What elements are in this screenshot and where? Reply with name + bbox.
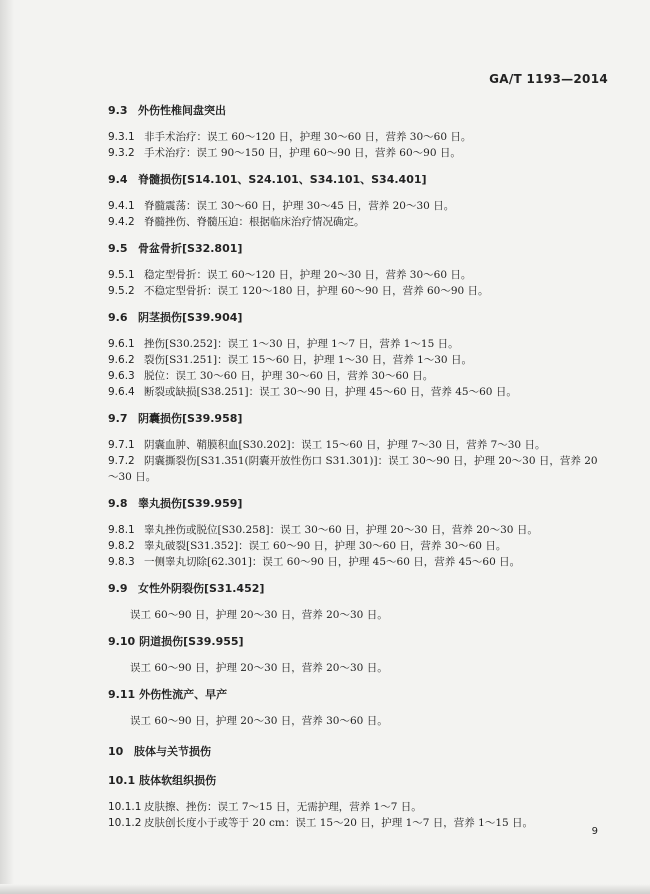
section-title: 肢体软组织损伤 — [139, 774, 217, 787]
section-number: 9.10 — [108, 635, 136, 648]
section-heading — [108, 772, 608, 788]
section-heading — [108, 171, 608, 187]
list-item — [108, 538, 608, 554]
list-item — [108, 336, 608, 352]
section-title: 骨盆骨折[S32.801] — [138, 242, 243, 255]
section-heading — [108, 240, 608, 256]
list-item — [108, 198, 608, 214]
page-number: 9 — [591, 826, 598, 837]
item-number: 9.8.1 — [108, 524, 135, 536]
section-title: 肢体与关节损伤 — [134, 745, 211, 758]
section-title: 脊髓损伤[S14.101、S24.101、S34.101、S34.401] — [138, 173, 427, 186]
section-heading — [108, 309, 608, 325]
section-title: 外伤性椎间盘突出 — [138, 104, 226, 117]
list-item — [108, 522, 608, 538]
item-number: 9.6.3 — [108, 370, 135, 382]
item-text: 皮肤擦、挫伤：误工 7～15 日，无需护理，营养 1～7 日。 — [144, 801, 422, 813]
item-text: 不稳定型骨折：误工 120～180 日，护理 60～90 日，营养 60～90 日。 — [144, 285, 489, 297]
section-number: 9.9 — [108, 582, 128, 595]
list-item — [108, 815, 608, 831]
section-text: 误工 60～90 日，护理 20～30 日，营养 20～30 日。 — [130, 609, 388, 621]
item-text: 阴囊撕裂伤[S31.351(阴囊开放性伤口 S31.301)]：误工 30～90 日，护理 20～30 日，营养 20～30 日。 — [108, 455, 598, 483]
item-number: 9.8.2 — [108, 540, 135, 552]
section-title: 阴茎损伤[S39.904] — [138, 311, 243, 324]
item-text: 挫伤[S30.252]：误工 1～30 日，护理 1～7 日，营养 1～15 日。 — [144, 338, 459, 350]
item-text: 睾丸挫伤或脱位[S30.258]：误工 30～60 日，护理 20～30 日，营养 20～30 日。 — [144, 524, 538, 536]
item-number: 9.4.1 — [108, 200, 135, 212]
item-number: 9.5.1 — [108, 269, 135, 281]
list-item — [108, 453, 608, 485]
item-number: 9.3.2 — [108, 147, 135, 159]
section-text: 误工 60～90 日，护理 20～30 日，营养 20～30 日。 — [130, 662, 388, 674]
section-text: 误工 60～90 日，护理 20～30 日，营养 30～60 日。 — [130, 715, 388, 727]
section-heading — [108, 686, 608, 702]
item-number: 9.3.1 — [108, 131, 135, 143]
section-heading — [108, 102, 608, 118]
list-item — [108, 554, 608, 570]
section-title: 外伤性流产、早产 — [139, 688, 228, 701]
section-number: 9.11 — [108, 688, 136, 701]
section-number: 10.1 — [108, 774, 136, 787]
item-text: 断裂或缺损[S38.251]：误工 30～90 日，护理 45～60 日，营养 45～60 日。 — [144, 386, 517, 398]
item-number: 9.5.2 — [108, 285, 135, 297]
item-text: 一侧睾丸切除[62.301]：误工 60～90 日，护理 45～60 日，营养 45～60 日。 — [144, 556, 521, 568]
item-text: 裂伤[S31.251]：误工 15～60 日，护理 1～30 日，营养 1～30 日。 — [144, 354, 472, 366]
section-number: 9.3 — [108, 104, 128, 117]
list-item — [108, 368, 608, 384]
item-text: 脊髓震荡：误工 30～60 日，护理 30～45 日，营养 20～30 日。 — [144, 200, 455, 212]
item-text: 睾丸破裂[S31.352]：误工 60～90 日，护理 30～60 日，营养 30～60 日。 — [144, 540, 507, 552]
section-number: 9.6 — [108, 311, 128, 324]
list-item — [108, 145, 608, 161]
item-text: 脱位：误工 30～60 日，护理 30～60 日，营养 30～60 日。 — [144, 370, 434, 382]
list-item — [108, 214, 608, 230]
section-title: 阴道损伤[S39.955] — [139, 635, 244, 648]
page-bottom-shadow — [0, 884, 650, 894]
section-title: 睾丸损伤[S39.959] — [138, 497, 243, 510]
section-heading — [108, 633, 608, 649]
section-heading — [108, 495, 608, 511]
item-text: 非手术治疗：误工 60～120 日，护理 30～60 日，营养 30～60 日。 — [144, 131, 472, 143]
page-edge-shadow — [0, 0, 14, 894]
item-number: 9.6.2 — [108, 354, 135, 366]
item-number: 9.6.1 — [108, 338, 135, 350]
list-item — [108, 267, 608, 283]
document-code: GA/T 1193—2014 — [489, 72, 608, 86]
item-text: 皮肤创长度小于或等于 20 cm：误工 15～20 日，护理 1～7 日，营养 1～15 日。 — [144, 817, 534, 829]
list-item — [108, 352, 608, 368]
list-item — [108, 384, 608, 400]
section-number: 9.5 — [108, 242, 128, 255]
section-number: 9.8 — [108, 497, 128, 510]
item-text: 脊髓挫伤、脊髓压迫：根据临床治疗情况确定。 — [144, 216, 365, 228]
section-heading — [108, 410, 608, 426]
section-number: 10 — [108, 745, 124, 758]
item-number: 10.1.2 — [108, 817, 142, 829]
item-text: 阴囊血肿、鞘膜积血[S30.202]：误工 15～60 日，护理 7～30 日，营养 7～30 日。 — [144, 439, 546, 451]
item-text: 稳定型骨折：误工 60～120 日，护理 20～30 日，营养 30～60 日。 — [144, 269, 472, 281]
item-text: 手术治疗：误工 90～150 日，护理 60～90 日，营养 60～90 日。 — [144, 147, 461, 159]
item-number: 9.8.3 — [108, 556, 135, 568]
item-number: 9.4.2 — [108, 216, 135, 228]
section-heading — [108, 580, 608, 596]
section-number: 9.7 — [108, 412, 128, 425]
item-number: 10.1.1 — [108, 801, 142, 813]
chapter-heading — [108, 743, 608, 759]
document-body — [108, 102, 608, 831]
section-number: 9.4 — [108, 173, 128, 186]
section-title: 女性外阴裂伤[S31.452] — [138, 582, 265, 595]
list-item — [108, 799, 608, 815]
item-number: 9.7.1 — [108, 439, 135, 451]
list-item — [108, 129, 608, 145]
item-number: 9.7.2 — [108, 455, 135, 467]
section-title: 阴囊损伤[S39.958] — [138, 412, 243, 425]
list-item — [108, 437, 608, 453]
list-item — [108, 283, 608, 299]
item-number: 9.6.4 — [108, 386, 135, 398]
